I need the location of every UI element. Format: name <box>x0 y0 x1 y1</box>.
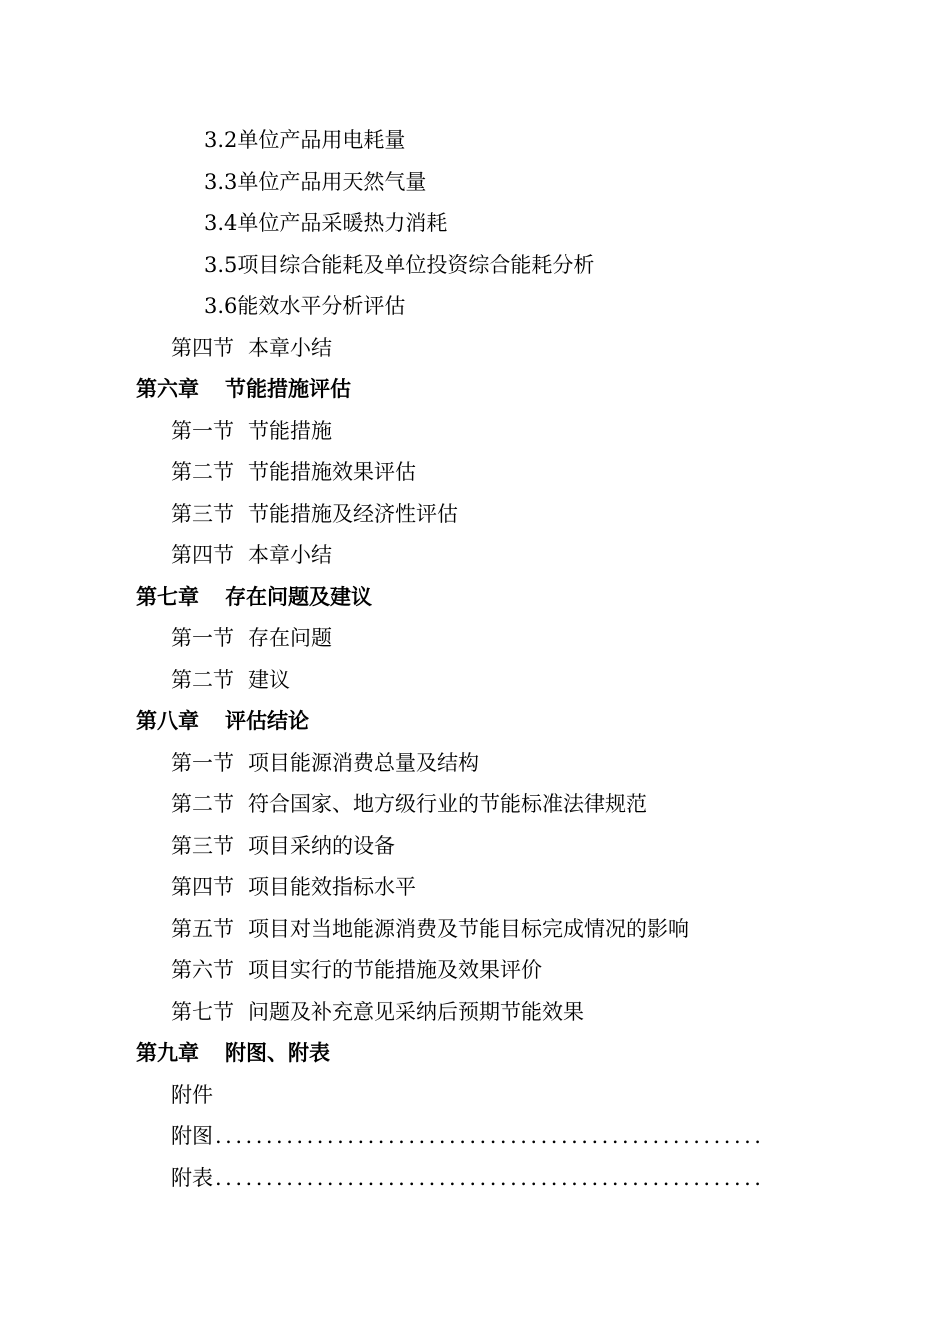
toc-section-number: 第一节 <box>171 750 234 775</box>
dot-leader: ...................................................... <box>215 1165 765 1190</box>
toc-section-number: 第二节 <box>171 667 234 692</box>
toc-section[interactable] <box>0 411 950 453</box>
toc-section[interactable] <box>0 992 950 1034</box>
toc-subsection-text: 3.2单位产品用电耗量 <box>204 128 406 152</box>
toc-chapter-title: 附图、附表 <box>225 1041 330 1065</box>
toc-chapter-number: 第七章 <box>136 584 199 609</box>
toc-section[interactable] <box>0 826 950 868</box>
toc-section-number: 第四节 <box>171 875 234 899</box>
toc-section[interactable] <box>0 618 950 660</box>
toc-section-title: 存在问题 <box>248 626 332 650</box>
toc-item-attachment[interactable] <box>0 1075 950 1117</box>
toc-subsection-3-6[interactable] <box>0 286 950 328</box>
toc-section[interactable] <box>0 535 950 577</box>
toc-item-figures[interactable] <box>0 1116 795 1158</box>
toc-section-title: 节能措施及经济性评估 <box>248 501 458 526</box>
toc-section-number: 第三节 <box>171 833 234 858</box>
toc-section[interactable] <box>0 660 950 702</box>
toc-chapter-7[interactable] <box>0 577 950 619</box>
toc-chapter-number: 第六章 <box>136 377 199 401</box>
toc-section-title: 本章小结 <box>248 543 332 567</box>
toc-item-text: 附件 <box>171 1082 213 1107</box>
toc-section-number: 第二节 <box>171 460 234 484</box>
toc-section-title: 建议 <box>248 667 290 692</box>
toc-section-title: 项目对当地能源消费及节能目标完成情况的影响 <box>248 916 689 941</box>
toc-subsection-3-2[interactable] <box>0 120 950 162</box>
toc-section[interactable] <box>0 452 950 494</box>
toc-section-title: 项目能效指标水平 <box>248 875 416 899</box>
toc-section-title: 项目采纳的设备 <box>248 833 395 858</box>
toc-chapter-8[interactable] <box>0 701 950 743</box>
toc-subsection-text: 3.3单位产品用天然气量 <box>204 169 427 194</box>
toc-section[interactable] <box>0 784 950 826</box>
table-of-contents <box>0 120 950 1199</box>
toc-section[interactable] <box>0 494 950 536</box>
toc-section-title: 节能措施 <box>248 418 332 443</box>
toc-section[interactable] <box>0 909 950 951</box>
toc-chapter-9[interactable] <box>0 1033 950 1075</box>
toc-subsection-text: 3.5项目综合能耗及单位投资综合能耗分析 <box>204 252 595 277</box>
toc-subsection-3-3[interactable] <box>0 162 950 204</box>
toc-section-number: 第四节 <box>171 335 234 360</box>
toc-section-number: 第一节 <box>171 626 234 650</box>
toc-section-number: 第六节 <box>171 958 234 982</box>
toc-subsection-3-4[interactable] <box>0 203 950 245</box>
toc-section-title: 问题及补充意见采纳后预期节能效果 <box>248 999 584 1024</box>
toc-section[interactable] <box>0 867 950 909</box>
toc-chapter-title: 节能措施评估 <box>225 377 351 401</box>
toc-chapter-number: 第八章 <box>136 709 199 733</box>
toc-section-number: 第三节 <box>171 501 234 526</box>
toc-section-number: 第四节 <box>171 543 234 567</box>
toc-chapter-title: 评估结论 <box>225 709 309 733</box>
toc-section[interactable] <box>0 950 950 992</box>
toc-section-title: 节能措施效果评估 <box>248 460 416 484</box>
toc-section-title: 本章小结 <box>248 335 332 360</box>
toc-section-title: 项目能源消费总量及结构 <box>248 750 479 775</box>
toc-section-number: 第一节 <box>171 418 234 443</box>
toc-chapter-number: 第九章 <box>136 1041 199 1065</box>
toc-subsection-text: 3.6能效水平分析评估 <box>204 294 406 318</box>
toc-section-number: 第二节 <box>171 792 234 816</box>
toc-chapter-6[interactable] <box>0 369 950 411</box>
toc-item-tables[interactable] <box>0 1158 795 1200</box>
toc-item-text: 附图 <box>171 1124 213 1148</box>
toc-section[interactable] <box>0 743 950 785</box>
toc-item-text: 附表 <box>171 1165 213 1190</box>
toc-subsection-text: 3.4单位产品采暖热力消耗 <box>204 211 448 235</box>
toc-chapter-title: 存在问题及建议 <box>225 584 372 609</box>
toc-section-number: 第五节 <box>171 916 234 941</box>
toc-section-number: 第七节 <box>171 999 234 1024</box>
toc-section-title: 项目实行的节能措施及效果评价 <box>248 958 542 982</box>
dot-leader: ...................................................... <box>215 1124 765 1148</box>
toc-section[interactable] <box>0 328 950 370</box>
toc-section-title: 符合国家、地方级行业的节能标准法律规范 <box>248 792 647 816</box>
toc-subsection-3-5[interactable] <box>0 245 950 287</box>
